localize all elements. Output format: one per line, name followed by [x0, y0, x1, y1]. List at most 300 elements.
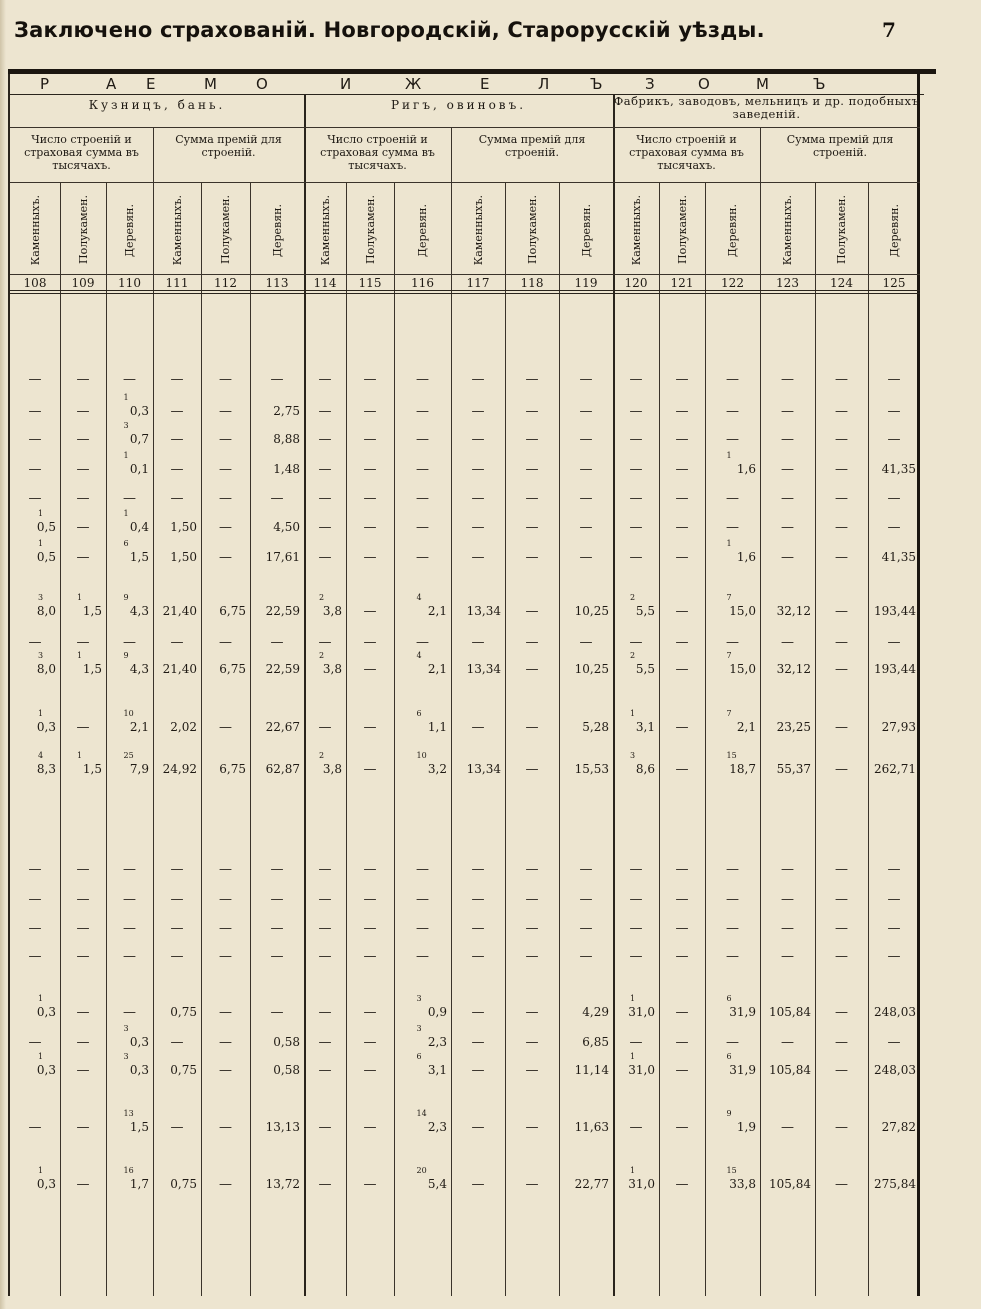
table-cell: — [887, 862, 901, 877]
table-cell: — [219, 432, 232, 447]
table-cell: — [471, 892, 485, 907]
table-cell: — [28, 635, 42, 650]
table-cell: 0,3 [129, 1035, 149, 1049]
table-cell: 3,8 [322, 604, 342, 618]
table-cell: — [318, 635, 332, 650]
table-cell: — [525, 1063, 539, 1078]
table-cell: — [219, 491, 232, 506]
table-cell: — [835, 432, 848, 447]
table-cell: — [76, 949, 90, 964]
material-header [559, 186, 613, 274]
table-cell: — [525, 491, 539, 506]
table-cell: — [363, 1005, 377, 1020]
table-cell: — [835, 1177, 848, 1192]
band-letter: Ъ [590, 75, 603, 93]
cell-count-superscript: 7 [726, 709, 732, 718]
table-cell: — [525, 720, 539, 735]
table-cell: — [28, 921, 42, 936]
table-cell: 1,6 [736, 462, 756, 476]
table-cell: 31,0 [628, 1177, 655, 1191]
table-cell: 0,58 [273, 1035, 300, 1049]
column-number: 108 [23, 276, 47, 290]
column-number: 116 [411, 276, 434, 290]
table-cell: — [471, 635, 485, 650]
header-rule [10, 182, 920, 183]
table-cell: — [76, 432, 90, 447]
table-cell: — [416, 432, 429, 447]
table-cell: — [318, 1120, 332, 1135]
group-header: Ригъ, овиновъ. [390, 98, 527, 112]
table-cell: 2,3 [427, 1035, 447, 1049]
table-cell: — [887, 921, 901, 936]
table-cell: — [471, 949, 485, 964]
table-cell: — [835, 604, 848, 619]
table-cell: — [781, 635, 794, 650]
cell-count-superscript: 4 [416, 651, 422, 660]
table-cell: — [835, 662, 848, 677]
table-cell: 5,5 [635, 662, 655, 676]
table-cell: — [318, 432, 332, 447]
table-cell: — [318, 550, 332, 565]
table-cell: 3,1 [635, 720, 655, 734]
table-cell: — [123, 1005, 136, 1020]
table-cell: — [170, 491, 184, 506]
table-cell: 11,14 [574, 1063, 609, 1077]
table-cell: 21,40 [162, 604, 197, 618]
table-cell: — [579, 520, 593, 535]
table-cell: 15,53 [574, 762, 609, 776]
table-cell: — [629, 1035, 643, 1050]
table-cell: — [318, 921, 332, 936]
table-cell: — [170, 949, 184, 964]
table-cell: 1,5 [129, 1120, 149, 1134]
table-cell: — [835, 491, 848, 506]
table-cell: — [887, 949, 901, 964]
table-cell: — [170, 1035, 184, 1050]
table-cell: 0,3 [129, 404, 149, 418]
cell-count-superscript: 3 [416, 1024, 422, 1033]
table-cell: — [363, 892, 377, 907]
table-cell: — [363, 491, 377, 506]
table-cell: — [318, 520, 332, 535]
cell-count-superscript: 4 [416, 593, 422, 602]
table-cell: — [579, 892, 593, 907]
material-header [505, 186, 559, 274]
band-letter: О [698, 75, 710, 93]
band-letter: М [204, 75, 217, 93]
table-cell: — [363, 662, 377, 677]
table-cell: — [726, 520, 739, 535]
table-cell: — [675, 520, 689, 535]
cell-count-superscript: 1 [630, 709, 636, 718]
table-cell: — [363, 1120, 377, 1135]
table-cell: — [363, 372, 377, 387]
table-cell: — [781, 949, 794, 964]
table-cell: 6,85 [582, 1035, 609, 1049]
cell-count-superscript: 20 [416, 1166, 427, 1175]
table-cell: — [675, 662, 689, 677]
table-cell: — [579, 432, 593, 447]
table-cell: 0,5 [36, 550, 56, 564]
material-header [659, 186, 705, 274]
table-cell: — [781, 862, 794, 877]
table-cell: 3,8 [322, 662, 342, 676]
table-cell: 4,3 [129, 604, 149, 618]
table-cell: 13,34 [466, 662, 501, 676]
page-number: 7 [882, 18, 896, 42]
table-cell: — [726, 404, 739, 419]
table-cell: 0,3 [36, 1177, 56, 1191]
material-header [201, 186, 250, 274]
table-cell: — [318, 1035, 332, 1050]
table-cell: 41,35 [881, 462, 916, 476]
material-header-label: Полукамен. [675, 195, 689, 265]
table-cell: — [416, 491, 429, 506]
table-cell: 3,2 [427, 762, 447, 776]
column-number: 121 [670, 276, 694, 290]
material-header-label: Деревян. [726, 203, 739, 257]
table-cell: 0,9 [427, 1005, 447, 1019]
table-cell: — [835, 862, 848, 877]
table-cell: — [675, 1005, 689, 1020]
cell-count-superscript: 1 [630, 994, 636, 1003]
table-cell: — [363, 604, 377, 619]
table-cell: 2,3 [427, 1120, 447, 1134]
cell-count-superscript: 3 [123, 421, 129, 430]
table-cell: — [675, 635, 689, 650]
table-cell: — [363, 720, 377, 735]
table-cell: 17,61 [265, 550, 300, 564]
table-cell: 2,1 [427, 604, 447, 618]
table-cell: — [123, 949, 136, 964]
table-cell: 2,75 [273, 404, 300, 418]
table-cell: — [675, 404, 689, 419]
table-cell: — [28, 1035, 42, 1050]
table-cell: — [471, 432, 485, 447]
group-header: Фабрикъ, заводовъ, мельницъ и др. подобныхъ заведеній. [613, 94, 920, 121]
table-cell: — [525, 762, 539, 777]
table-cell: — [219, 862, 232, 877]
cell-count-superscript: 1 [38, 1166, 44, 1175]
table-cell: 55,37 [776, 762, 811, 776]
table-cell: — [28, 432, 42, 447]
cell-count-superscript: 2 [319, 593, 325, 602]
cell-count-superscript: 1 [630, 1166, 636, 1175]
table-cell: 6,75 [219, 762, 246, 776]
cell-count-superscript: 25 [123, 751, 134, 760]
cell-count-superscript: 2 [630, 651, 636, 660]
table-cell: 22,59 [265, 662, 300, 676]
table-cell: — [781, 1120, 794, 1135]
table-cell: — [76, 520, 90, 535]
table-cell: — [471, 921, 485, 936]
table-cell: 13,34 [466, 762, 501, 776]
cell-count-superscript: 6 [416, 709, 422, 718]
table-cell: — [416, 892, 429, 907]
table-cell: — [270, 949, 284, 964]
table-cell: — [363, 432, 377, 447]
table-cell: — [629, 520, 643, 535]
cell-count-superscript: 2 [319, 751, 325, 760]
table-cell: — [887, 491, 901, 506]
cell-count-superscript: 1 [38, 539, 44, 548]
material-header-label: Деревян. [123, 203, 136, 257]
table-cell: — [579, 404, 593, 419]
table-cell: 248,03 [874, 1005, 916, 1019]
table-cell: — [726, 432, 739, 447]
table-cell: — [270, 635, 284, 650]
band-letter: Ъ [813, 75, 826, 93]
table-cell: 0,4 [129, 520, 149, 534]
table-cell: — [726, 635, 739, 650]
table-cell: — [781, 921, 794, 936]
table-cell: 13,13 [265, 1120, 300, 1134]
cell-count-superscript: 3 [38, 593, 44, 602]
table-cell: — [629, 372, 643, 387]
table-cell: 1,9 [736, 1120, 756, 1134]
table-cell: — [835, 635, 848, 650]
table-cell: — [675, 432, 689, 447]
table-cell: 2,1 [129, 720, 149, 734]
material-header-label: Полукамен. [835, 195, 848, 265]
table-cell: — [525, 372, 539, 387]
table-cell: — [28, 949, 42, 964]
table-cell: — [675, 1120, 689, 1135]
table-cell: — [76, 550, 90, 565]
cell-count-superscript: 1 [38, 1052, 44, 1061]
table-cell: — [525, 862, 539, 877]
material-header [394, 186, 451, 274]
table-cell: — [219, 635, 232, 650]
material-header [868, 186, 920, 274]
material-header [705, 186, 760, 274]
table-cell: — [363, 949, 377, 964]
table-cell: — [471, 462, 485, 477]
table-cell: 1,5 [82, 662, 102, 676]
table-cell: 4,3 [129, 662, 149, 676]
table-cell: — [835, 892, 848, 907]
table-cell: — [363, 1035, 377, 1050]
table-cell: — [363, 635, 377, 650]
table-cell: 3,8 [322, 762, 342, 776]
table-cell: — [76, 1035, 90, 1050]
table-cell: — [416, 462, 429, 477]
page-edge-shadow [0, 0, 6, 1309]
table-cell: 1,48 [273, 462, 300, 476]
cell-count-superscript: 10 [123, 709, 134, 718]
table-cell: — [219, 921, 232, 936]
cell-count-superscript: 1 [123, 393, 129, 402]
table-cell: — [471, 1063, 485, 1078]
band-letter: Л [538, 75, 550, 93]
table-cell: 15,0 [729, 604, 756, 618]
table-cell: — [318, 372, 332, 387]
table-cell: — [318, 949, 332, 964]
cell-count-superscript: 3 [123, 1024, 129, 1033]
table-cell: — [76, 372, 90, 387]
cell-count-superscript: 1 [630, 1052, 636, 1061]
table-cell: — [28, 491, 42, 506]
table-cell: — [887, 372, 901, 387]
material-header-label: Каменныхъ. [318, 194, 332, 266]
table-cell: — [76, 635, 90, 650]
table-cell: — [219, 372, 232, 387]
table-cell: — [781, 432, 794, 447]
band-letter: З [645, 75, 655, 93]
material-header-label: Деревян. [887, 203, 901, 257]
cell-count-superscript: 1 [123, 509, 129, 518]
table-cell: — [675, 491, 689, 506]
table-cell: 1,50 [170, 550, 197, 564]
table-cell: — [471, 1120, 485, 1135]
table-cell: — [123, 491, 136, 506]
table-cell: 1,7 [129, 1177, 149, 1191]
cell-count-superscript: 1 [726, 539, 732, 548]
table-cell: — [318, 720, 332, 735]
table-cell: — [835, 550, 848, 565]
table-cell: — [270, 921, 284, 936]
table-cell: — [170, 635, 184, 650]
table-cell: 4,29 [582, 1005, 609, 1019]
table-cell: 31,9 [729, 1063, 756, 1077]
table-cell: — [363, 462, 377, 477]
table-cell: — [219, 949, 232, 964]
table-cell: — [471, 372, 485, 387]
column-number: 122 [721, 276, 744, 290]
table-cell: — [363, 762, 377, 777]
table-cell: 41,35 [881, 550, 916, 564]
table-cell: — [76, 921, 90, 936]
header-rule [10, 274, 920, 275]
table-cell: 0,3 [36, 1063, 56, 1077]
cell-count-superscript: 1 [77, 593, 83, 602]
table-cell: 22,67 [265, 720, 300, 734]
material-header-label: Деревян. [579, 203, 593, 257]
table-cell: — [726, 892, 739, 907]
table-cell: — [363, 1063, 377, 1078]
table-cell: — [675, 462, 689, 477]
table-cell: — [416, 635, 429, 650]
table-cell: — [675, 762, 689, 777]
table-cell: — [525, 462, 539, 477]
table-cell: — [675, 720, 689, 735]
table-cell: — [471, 1005, 485, 1020]
table-cell: — [28, 1120, 42, 1135]
table-cell: — [835, 1120, 848, 1135]
table-cell: — [726, 491, 739, 506]
table-cell: 13,34 [466, 604, 501, 618]
table-cell: — [525, 1035, 539, 1050]
table-cell: — [525, 604, 539, 619]
table-cell: — [726, 372, 739, 387]
table-cell: — [525, 662, 539, 677]
material-header-label: Полукамен. [525, 195, 539, 265]
cell-count-superscript: 4 [38, 751, 44, 760]
table-cell: — [219, 404, 232, 419]
table-cell: 4,50 [273, 520, 300, 534]
table-cell: — [525, 520, 539, 535]
table-cell: — [835, 372, 848, 387]
table-cell: — [835, 1063, 848, 1078]
table-cell: — [525, 949, 539, 964]
table-cell: — [525, 550, 539, 565]
cell-count-superscript: 6 [123, 539, 129, 548]
table-cell: — [471, 1177, 485, 1192]
table-cell: 2,1 [427, 662, 447, 676]
cell-count-superscript: 9 [123, 651, 129, 660]
table-cell: 15,0 [729, 662, 756, 676]
table-cell: 27,93 [881, 720, 916, 734]
table-cell: — [363, 550, 377, 565]
subgroup-header: Сумма премій для строеній. [478, 133, 586, 159]
table-cell: 27,82 [881, 1120, 916, 1134]
subgroup-header: Сумма премій для строеній. [786, 133, 894, 159]
table-cell: — [835, 1005, 848, 1020]
cell-count-superscript: 1 [38, 709, 44, 718]
table-cell: — [579, 862, 593, 877]
table-cell: 8,6 [635, 762, 655, 776]
column-number: 125 [882, 276, 906, 290]
column-number: 113 [265, 276, 289, 290]
cell-count-superscript: 15 [726, 1166, 737, 1175]
table-cell: — [123, 892, 136, 907]
table-cell: 105,84 [769, 1063, 811, 1077]
table-cell: — [629, 635, 643, 650]
table-cell: — [835, 1035, 848, 1050]
page-title: Заключено страхованій. Новгородскій, Старорусскій уѣзды. [14, 18, 765, 42]
material-header [613, 186, 659, 274]
column-number: 109 [71, 276, 95, 290]
table-cell: — [726, 1035, 739, 1050]
table-cell: 0,7 [129, 432, 149, 446]
table-cell: — [123, 862, 136, 877]
material-header-label: Каменныхъ. [28, 194, 42, 266]
material-header-label: Полукамен. [363, 195, 377, 265]
table-cell: — [123, 372, 136, 387]
table-cell: 33,8 [729, 1177, 756, 1191]
cell-count-superscript: 2 [630, 593, 636, 602]
table-cell: — [76, 462, 90, 477]
table-cell: 1,5 [82, 762, 102, 776]
table-cell: — [318, 491, 332, 506]
table-cell: — [219, 720, 232, 735]
table-cell: 1,5 [129, 550, 149, 564]
band-letter: Е [146, 75, 156, 93]
table-cell: 262,71 [874, 762, 916, 776]
cell-count-superscript: 7 [726, 593, 732, 602]
cell-count-superscript: 3 [123, 1052, 129, 1061]
table-cell: — [363, 921, 377, 936]
table-cell: 3,1 [427, 1063, 447, 1077]
cell-count-superscript: 3 [630, 751, 636, 760]
table-cell: — [219, 1120, 232, 1135]
table-cell: — [835, 921, 848, 936]
cell-count-superscript: 2 [319, 651, 325, 660]
table-cell: 32,12 [776, 662, 811, 676]
column-number: 123 [776, 276, 799, 290]
table-cell: 2,02 [170, 720, 197, 734]
material-header [250, 186, 304, 274]
column-number: 114 [313, 276, 337, 290]
table-cell: — [363, 1177, 377, 1192]
material-header-label: Полукамен. [219, 195, 232, 265]
table-cell: — [579, 372, 593, 387]
table-cell: — [579, 462, 593, 477]
table-cell: — [629, 862, 643, 877]
material-header [153, 186, 201, 274]
cell-count-superscript: 14 [416, 1109, 427, 1118]
table-cell: — [887, 892, 901, 907]
